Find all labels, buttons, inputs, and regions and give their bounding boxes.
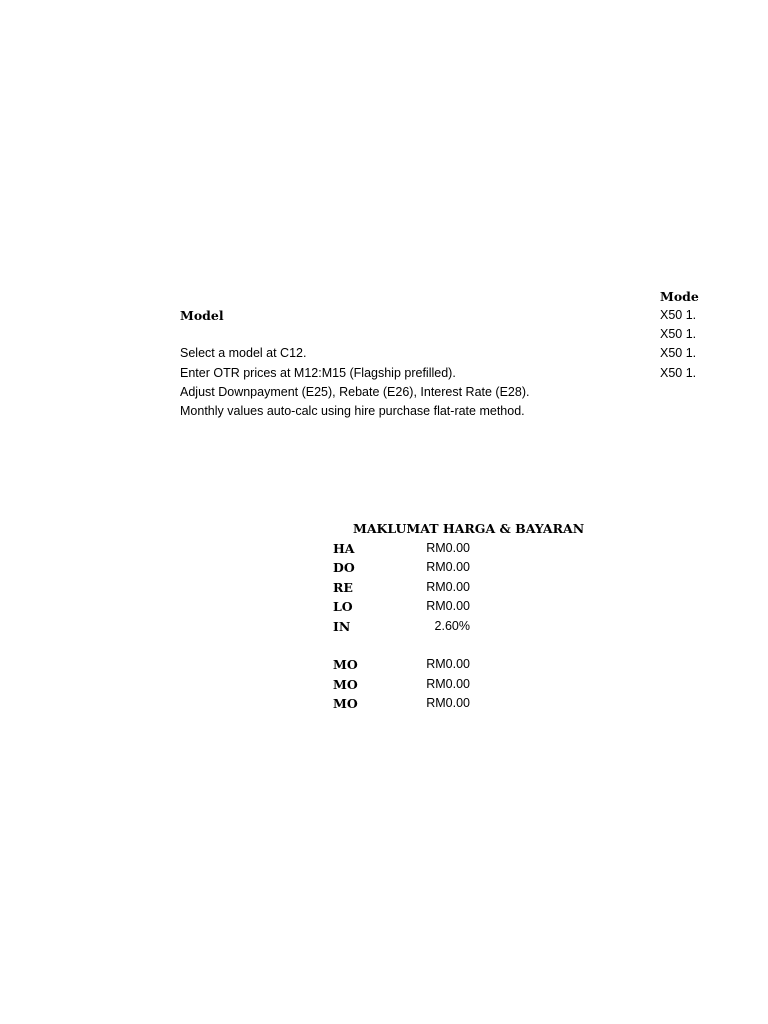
summary-label-downpayment[interactable]: DO [333, 560, 355, 575]
instruction-line-4[interactable]: Monthly values auto-calc using hire purchase flat-rate method. [180, 404, 525, 418]
model-list-item-1[interactable]: X50 1. [660, 308, 697, 322]
summary-value-rebate[interactable]: RM0.00 [426, 580, 470, 594]
instruction-line-1[interactable]: Select a model at C12. [180, 346, 307, 360]
summary-label-interest[interactable]: IN [333, 619, 351, 634]
monthly-label-3[interactable]: MO [333, 696, 358, 711]
summary-label-loan[interactable]: LO [333, 599, 353, 614]
summary-title[interactable]: MAKLUMAT HARGA & BAYARAN [353, 521, 585, 536]
summary-value-interest[interactable]: 2.60% [434, 619, 470, 633]
instruction-line-2[interactable]: Enter OTR prices at M12:M15 (Flagship prefilled). [180, 366, 456, 380]
monthly-label-2[interactable]: MO [333, 677, 358, 692]
instruction-line-3[interactable]: Adjust Downpayment (E25), Rebate (E26), Interest Rate (E28). [180, 385, 530, 399]
monthly-label-1[interactable]: MO [333, 657, 358, 672]
model-list-item-4[interactable]: X50 1. [660, 366, 697, 380]
monthly-value-2[interactable]: RM0.00 [426, 677, 470, 691]
model-list-item-3[interactable]: X50 1. [660, 346, 697, 360]
monthly-value-3[interactable]: RM0.00 [426, 696, 470, 710]
monthly-value-1[interactable]: RM0.00 [426, 657, 470, 671]
summary-label-rebate[interactable]: RE [333, 580, 353, 595]
model-label[interactable]: Model [180, 308, 224, 323]
model-list-header[interactable]: Mode [660, 289, 699, 304]
model-list-item-2[interactable]: X50 1. [660, 327, 697, 341]
summary-value-price[interactable]: RM0.00 [426, 541, 470, 555]
summary-label-price[interactable]: HA [333, 541, 355, 556]
summary-value-downpayment[interactable]: RM0.00 [426, 560, 470, 574]
summary-value-loan[interactable]: RM0.00 [426, 599, 470, 613]
